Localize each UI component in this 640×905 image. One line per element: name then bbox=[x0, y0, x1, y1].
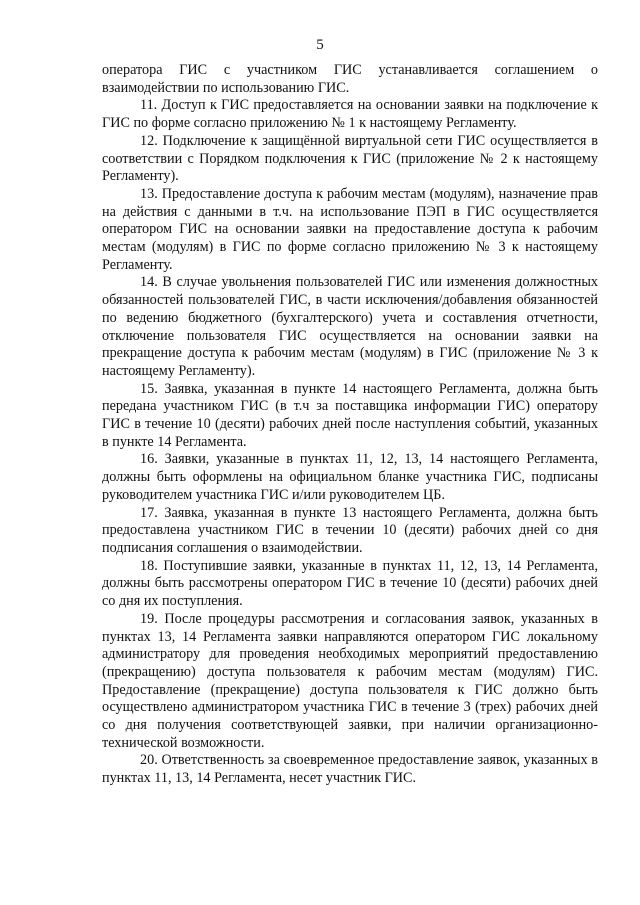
paragraph-16: 16. Заявки, указанные в пунктах 11, 12, 13, 14 настоящего Регламента, должны быть оформлены на официальном бланке участника ГИС, подписаны руководителем участника ГИС и/или руководителем ЦБ. bbox=[102, 451, 598, 503]
paragraph-20: 20. Ответственность за своевременное предоставление заявок, указанных в пунктах 11, 13, 14 Регламента, несет участник ГИС. bbox=[102, 752, 598, 787]
paragraph-18: 18. Поступившие заявки, указанные в пунктах 11, 12, 13, 14 Регламента, должны быть рассмотрены оператором ГИС в течение 10 (десяти) рабочих дней со дня их поступления. bbox=[102, 557, 598, 610]
paragraph-15: 15. Заявка, указанная в пункте 14 настоящего Регламента, должна быть передана участником ГИС (в т.ч за поставщика информации ГИС) оператору ГИС в течение 10 (десяти) рабочих дней после наступления событий, указанных в пункте 14 Регламента. bbox=[102, 380, 598, 450]
paragraph-14: 14. В случае увольнения пользователей ГИС или изменения должностных обязанностей пользователей ГИС, в части исключения/добавления обязанностей по ведению бюджетного (бухгалтерского) учета и составления отчетности, отключение пользователя ГИС осуществляется на основании заявки на прекращение доступа к рабочим местам (модулям) в ГИС (приложение № 3 к настоящему Регламенту). bbox=[102, 274, 598, 379]
page-number: 5 bbox=[316, 37, 324, 53]
paragraph-19: 19. После процедуры рассмотрения и согласования заявок, указанных в пунктах 13, 14 Регламента заявки направляются оператором ГИС локальному администратору для проведения необходимых мероприятий предоставлению (прекращению) доступа пользователя к рабочим местам (модулям) ГИС. Предоставление (прекращение) доступа пользователя к ГИС должно быть осуществлено администратором участника ГИС в течение 3 (трех) рабочих дней со дня получения соответствующей заявки, при наличии организационно-технической возможности. bbox=[102, 610, 598, 751]
paragraph-17: 17. Заявка, указанная в пункте 13 настоящего Регламента, должна быть предоставлена участником ГИС в течении 10 (десяти) рабочих дней со дня подписания соглашения о взаимодействии. bbox=[102, 504, 598, 556]
paragraph-continuation: оператора ГИС с участником ГИС устанавливается соглашением о взаимодействии по использованию ГИС. bbox=[102, 62, 598, 96]
paragraph-11: 11. Доступ к ГИС предоставляется на основании заявки на подключение к ГИС по форме согласно приложению № 1 к настоящему Регламенту. bbox=[102, 97, 598, 132]
paragraph-12: 12. Подключение к защищённой виртуальной сети ГИС осуществляется в соответствии с Порядком подключения к ГИС (приложение № 2 к настоящему Регламенту). bbox=[102, 132, 598, 185]
paragraph-13: 13. Предоставление доступа к рабочим местам (модулям), назначение прав на действия с данными в т.ч. на использование ПЭП в ГИС осуществляется оператором ГИС на основании заявки на предоставление доступа к рабочим местам (модулям) в ГИС по форме согласно приложению № 3 к настоящему Регламенту. bbox=[102, 185, 598, 273]
document-body bbox=[102, 62, 598, 788]
